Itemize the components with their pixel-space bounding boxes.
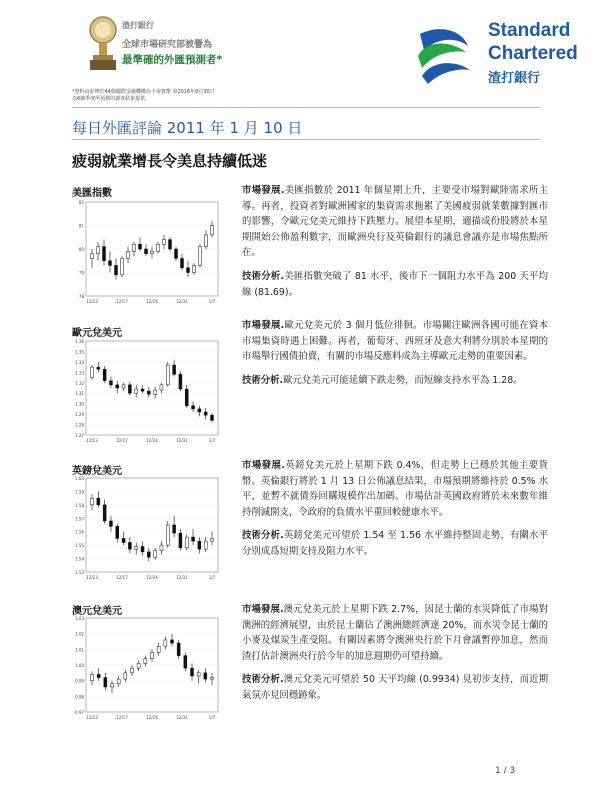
x-tick-label: 12/13 <box>86 715 98 720</box>
x-tick-label: 12/24 <box>146 575 158 580</box>
award-line-3: 最準確的外匯預測者* <box>122 54 222 66</box>
market-paragraph <box>242 458 548 520</box>
candle-body <box>211 415 214 420</box>
x-tick-label: 12/17 <box>116 299 128 304</box>
candle-body <box>135 546 138 549</box>
market-text: 歐元兌美元於 3 個月低位徘徊。市場關注歐洲各國可能在資本市場集資時遇上困難。再者，葡萄牙、西班牙及意大利將分別於本星期的市場舉行國債拍賣，有關的市場反應料成為主導歐元走勢的重要因素。 <box>242 320 548 363</box>
tech-paragraph <box>242 269 548 300</box>
tech-paragraph <box>242 528 548 559</box>
y-tick-label: 81 <box>78 223 84 229</box>
candle-body <box>141 546 144 551</box>
candle-body <box>211 226 214 235</box>
chart-aud-usd <box>72 614 220 726</box>
x-tick-label: 12/31 <box>176 575 188 580</box>
market-label: 市場發展. <box>242 460 285 471</box>
tech-text: 英鎊兌美元可望於 1.54 至 1.56 水平維持整固走勢，有關水平分別成爲短期支持及阻力水平。 <box>242 530 549 557</box>
brand-name-zh: 渣打銀行 <box>488 71 541 86</box>
y-tick-label: 1.36 <box>75 339 84 344</box>
candle-body <box>157 244 160 251</box>
candle-body <box>103 369 106 380</box>
candle-body <box>157 646 160 652</box>
tech-text: 美匯指數突破了 81 水平，後市下一個阻力水平為 200 天平均線 (81.69)。 <box>242 270 549 298</box>
document-title: 每日外匯評論 2011 年 1 月 10 日 <box>72 119 303 137</box>
candle-body <box>166 365 169 385</box>
y-tick-label: 1.03 <box>75 616 84 621</box>
section-title-aud-usd: 澳元兌美元 <box>72 606 122 617</box>
brand-name-en-2: Chartered <box>488 43 578 64</box>
page-number: 1 / 3 <box>495 766 516 776</box>
y-tick-label: 1.32 <box>75 380 84 386</box>
y-tick-label: 79 <box>78 270 84 276</box>
candle-body <box>97 247 100 254</box>
market-paragraph <box>242 183 548 261</box>
y-tick-label: 1.55 <box>75 543 84 549</box>
candle-body <box>169 240 172 249</box>
candle-body <box>117 679 120 684</box>
candle-body <box>97 498 100 505</box>
market-text: 英鎊兌美元於上星期下跌 0.4%，但走勢上已穩於其他主要貨幣。英倫銀行將於 1 月 13 日公佈議息結果，市場預期將維持於 0.5% 水平，並暫不就債券回購規模作出加碼。市場估計英國政府將於未來數年維持削減開支，令政府的負債水平重回較健康水平。 <box>242 460 548 518</box>
y-tick-label: 80 <box>78 247 84 252</box>
award-footnote-1: *資料由彭博於44個國際金融機構為卡零資擊 第2016年8月30日 <box>72 89 215 95</box>
y-tick-label: 0.98 <box>75 694 84 700</box>
candle-body <box>185 389 188 406</box>
tech-label: 技術分析. <box>242 270 285 282</box>
candle-body <box>124 673 127 679</box>
y-tick-label: 1.54 <box>75 556 84 562</box>
candle-body <box>185 537 188 548</box>
tech-text: 歐元兌美元可能延續下跌走勢，而短線支持水平為 1.28。 <box>283 374 523 386</box>
candle-body <box>147 391 150 394</box>
y-tick-label: 1.58 <box>75 502 84 508</box>
y-tick-label: 1.53 <box>75 570 84 575</box>
candle-body <box>127 251 130 258</box>
candle-body <box>115 265 118 274</box>
candle-body <box>111 684 114 687</box>
tech-label: 技術分析. <box>242 374 284 386</box>
standard-chartered-logo-icon <box>410 20 480 90</box>
section-text-aud-usd <box>242 602 548 704</box>
candle-body <box>91 674 94 680</box>
candle-body <box>173 525 176 533</box>
x-tick-label: 12/24 <box>146 715 158 720</box>
chart-gbp-usd <box>72 474 220 586</box>
candle-body <box>145 249 148 254</box>
candle-body <box>198 541 201 549</box>
market-label: 市場發展. <box>242 185 285 196</box>
candle-body <box>205 235 208 247</box>
candle-body <box>97 674 100 677</box>
market-text: 美匯指數於 2011 年個星期上升，主要受市場對歐陸需求所主導。再者，投資者對歐洲國家的集資需求拖累了美國疲弱就業數據對匯市的影響，令歐元兌美元維持下跌壓力。展望本星期，適描成份股將於本星期開始公佈盈利數字，而歐洲央行及英倫銀行的議息會議亦是市場焦點所在。 <box>242 185 549 259</box>
candle-body <box>204 541 207 549</box>
plot-frame <box>86 341 218 435</box>
x-tick-label: 12/24 <box>146 299 158 304</box>
candle-body <box>121 258 124 274</box>
x-tick-label: 1/7 <box>208 575 216 580</box>
candle-body <box>199 247 202 266</box>
section-title-usd-index: 美匯指數 <box>72 188 112 199</box>
market-paragraph <box>242 602 548 664</box>
candle-body <box>103 505 106 521</box>
y-tick-label: 1.02 <box>75 631 84 637</box>
candle-body <box>135 389 138 393</box>
y-tick-label: 0.99 <box>75 678 84 684</box>
plot-frame <box>86 478 218 572</box>
x-tick-label: 12/24 <box>146 438 158 443</box>
y-tick-label: 1.33 <box>75 370 84 376</box>
candle-body <box>122 385 125 388</box>
y-tick-label: 1.01 <box>75 647 84 653</box>
x-tick-label: 12/31 <box>176 299 188 304</box>
tech-label: 技術分析. <box>242 530 284 542</box>
candle-body <box>187 268 190 273</box>
candle-body <box>171 640 174 643</box>
candle-body <box>193 265 196 272</box>
chart-eur-usd <box>72 337 220 449</box>
y-tick-label: 1.31 <box>75 391 84 397</box>
candle-body <box>91 367 94 377</box>
candle-body <box>141 389 144 391</box>
y-tick-label: 1.29 <box>75 412 84 418</box>
x-tick-label: 12/31 <box>176 715 188 720</box>
candle-body <box>144 659 147 664</box>
candle-body <box>122 538 125 542</box>
section-text-eur-usd <box>242 318 548 388</box>
candle-body <box>97 367 100 369</box>
y-tick-label: 78 <box>78 294 84 299</box>
candle-body <box>166 525 169 545</box>
x-tick-label: 12/17 <box>116 575 128 580</box>
candle-body <box>198 409 201 412</box>
section-text-usd-index <box>242 183 548 300</box>
x-tick-label: 12/13 <box>86 299 98 304</box>
y-tick-label: 0.97 <box>75 710 84 715</box>
section-title-gbp-usd: 英鎊兌美元 <box>72 466 122 477</box>
candle-body <box>116 385 119 388</box>
candle-body <box>104 678 107 687</box>
y-tick-label: 1.27 <box>75 433 84 438</box>
market-label: 市場發展. <box>242 320 285 331</box>
candle-body <box>109 261 112 266</box>
headline: 疲弱就業增長令美息持續低迷 <box>72 152 268 170</box>
y-tick-label: 1.56 <box>75 529 84 535</box>
section-title-eur-usd: 歐元兌美元 <box>72 328 122 339</box>
candle-body <box>192 406 195 409</box>
candle-body <box>164 640 167 646</box>
award-line-1: 渣打銀行 <box>122 21 154 30</box>
candle-body <box>91 254 94 259</box>
candle-body <box>197 673 200 676</box>
title-divider <box>72 139 540 140</box>
candle-body <box>192 537 195 541</box>
candle-body <box>91 498 94 505</box>
candle-body <box>109 381 112 385</box>
candle-body <box>154 390 157 394</box>
candle-body <box>151 251 154 253</box>
candle-body <box>133 244 136 251</box>
candle-body <box>160 385 163 390</box>
candle-body <box>173 365 176 374</box>
tech-label: 技術分析. <box>242 674 284 686</box>
header-divider <box>72 107 540 108</box>
candle-body <box>204 412 207 415</box>
y-tick-label: 1.34 <box>75 359 84 365</box>
candle-body <box>184 656 187 669</box>
market-paragraph <box>242 318 548 365</box>
x-tick-label: 12/13 <box>86 438 98 443</box>
y-tick-label: 1.28 <box>75 422 84 428</box>
candle-body <box>137 663 140 668</box>
y-tick-label: 1.60 <box>75 476 84 481</box>
y-tick-label: 1.35 <box>75 349 84 355</box>
candle-body <box>128 542 131 549</box>
x-tick-label: 12/31 <box>176 438 188 443</box>
x-tick-label: 1/7 <box>208 438 216 443</box>
award-footnote-2: 為6個季度所預測的調查結果提供。 <box>72 96 151 102</box>
chart-usd-index <box>72 198 220 310</box>
y-tick-label: 82 <box>78 200 84 205</box>
candle-body <box>177 643 180 656</box>
candle-body <box>128 385 131 393</box>
candle-body <box>131 668 134 673</box>
x-tick-label: 1/7 <box>208 299 216 304</box>
candle-body <box>151 652 154 658</box>
x-tick-label: 12/17 <box>116 715 128 720</box>
candle-body <box>179 374 182 389</box>
brand-name-en-1: Standard <box>488 20 571 41</box>
candle-body <box>139 244 142 249</box>
y-tick-label: 1.30 <box>75 401 84 407</box>
section-text-gbp-usd <box>242 458 548 560</box>
candle-body <box>163 240 166 245</box>
candle-body <box>204 673 207 679</box>
candle-body <box>154 551 157 558</box>
candle-body <box>211 538 214 541</box>
tech-paragraph <box>242 373 548 389</box>
candle-body <box>175 249 178 258</box>
x-tick-label: 1/7 <box>208 715 216 720</box>
market-text: 澳元兌美元於上星期下跌 2.7%，因昆士蘭的水災降低了市場對澳洲的經濟展望，由於昆士蘭佔了澳洲總經濟達 20%，而水災令昆士蘭的小麥及煤炭生產受阻。有關因素將令澳洲央行於下月會議暫停加息，然而渣打估計澳洲央行於今年的加息週期仍可望持續。 <box>242 604 548 662</box>
y-tick-label: 1.59 <box>75 489 84 495</box>
candle-body <box>160 545 163 550</box>
candle-body <box>147 552 150 557</box>
candle-body <box>181 258 184 267</box>
award-line-2: 全球市場研究部被譽為 <box>122 40 213 50</box>
y-tick-label: 1.00 <box>75 663 84 668</box>
tech-paragraph <box>242 672 548 703</box>
candle-body <box>103 247 106 261</box>
candle-body <box>179 533 182 548</box>
award-trophy-icon <box>86 14 120 74</box>
candle-body <box>191 668 194 676</box>
x-tick-label: 12/17 <box>116 438 128 443</box>
candle-body <box>211 678 214 680</box>
candle-body <box>116 526 119 538</box>
y-tick-label: 1.57 <box>75 516 84 522</box>
tech-text: 澳元兌美元可望於 50 天平均線 (0.9934) 見初步支持，而近期氣氛亦見回穩跡象。 <box>242 674 548 701</box>
market-label: 市場發展. <box>242 604 284 615</box>
x-tick-label: 12/13 <box>86 575 98 580</box>
candle-body <box>109 521 112 526</box>
